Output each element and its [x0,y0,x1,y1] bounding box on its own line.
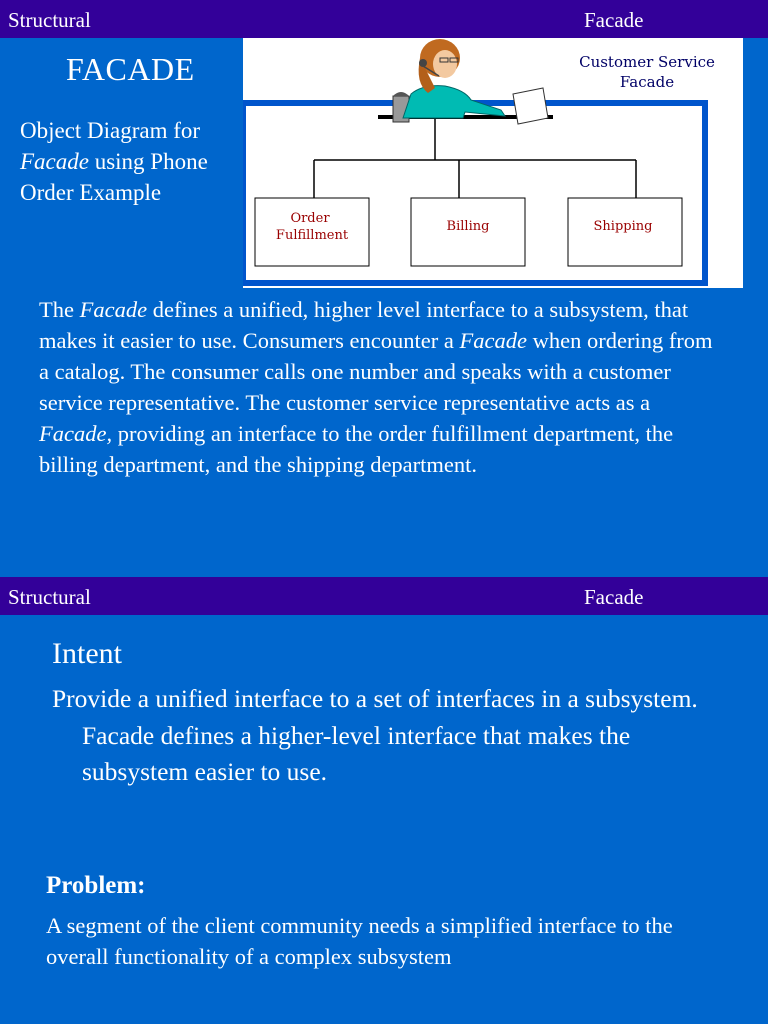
desc-text-4: providing an interface to the order fulfillment department, the billing department, and the shipping department. [39,421,674,477]
desc-text-2: defines a unified, higher level interface to a subsystem, that makes it easier to use. Consumers encounter a [39,297,689,353]
facade-description [39,294,719,480]
header-pattern-name: Facade [584,585,644,609]
facade-label-line1: Customer Service [579,53,715,71]
customer-service-operator-icon [403,39,505,118]
box-shipping-label: Shipping [593,219,653,234]
intent-text-rest: subsystem. Facade defines a higher-level interface that makes the subsystem easier to use. [82,684,698,786]
subtitle-line1: Object Diagram for [20,118,201,143]
slide-subtitle [20,115,245,208]
problem-text: A segment of the client community needs a simplified interface to the overall functionality of a complex subsystem [46,913,673,969]
slide-gap [0,537,768,577]
desc-italic-facade-1: Facade [79,297,148,322]
box-billing-label: Billing [446,219,490,234]
header-category: Structural [8,8,91,32]
desc-text-3: when ordering from a catalog. The consumer calls one number and speaks with a customer service representative. The customer service representative acts as a [39,328,713,415]
subtitle-line2: using Phone [88,149,208,174]
header-category: Structural [8,585,91,609]
desc-text-1: The [39,297,80,322]
paper-icon [513,88,548,124]
subtitle-line3: Order Example [20,180,162,205]
desc-italic-facade-3: Facade, [39,421,113,446]
intent-text [52,681,712,791]
subtitle-facade-word: Facade [20,149,89,174]
intent-heading: Intent [52,637,122,670]
problem-heading: Problem: [46,872,146,899]
box-order-label-line1: Order [290,211,330,226]
header-pattern-name: Facade [584,8,644,32]
facade-label-line2: Facade [619,73,675,91]
desc-italic-facade-2: Facade [459,328,527,353]
diagram-canvas [243,38,743,288]
box-order-label-line2: Fulfillment [275,228,349,243]
slide-header [0,577,768,615]
intent-text-first: Provide a unified interface to a set of interfaces in a [52,684,579,713]
slide-title: FACADE [66,51,195,87]
slide-facade-intent [0,577,768,1024]
object-diagram [243,38,743,288]
slide-header [0,0,768,38]
